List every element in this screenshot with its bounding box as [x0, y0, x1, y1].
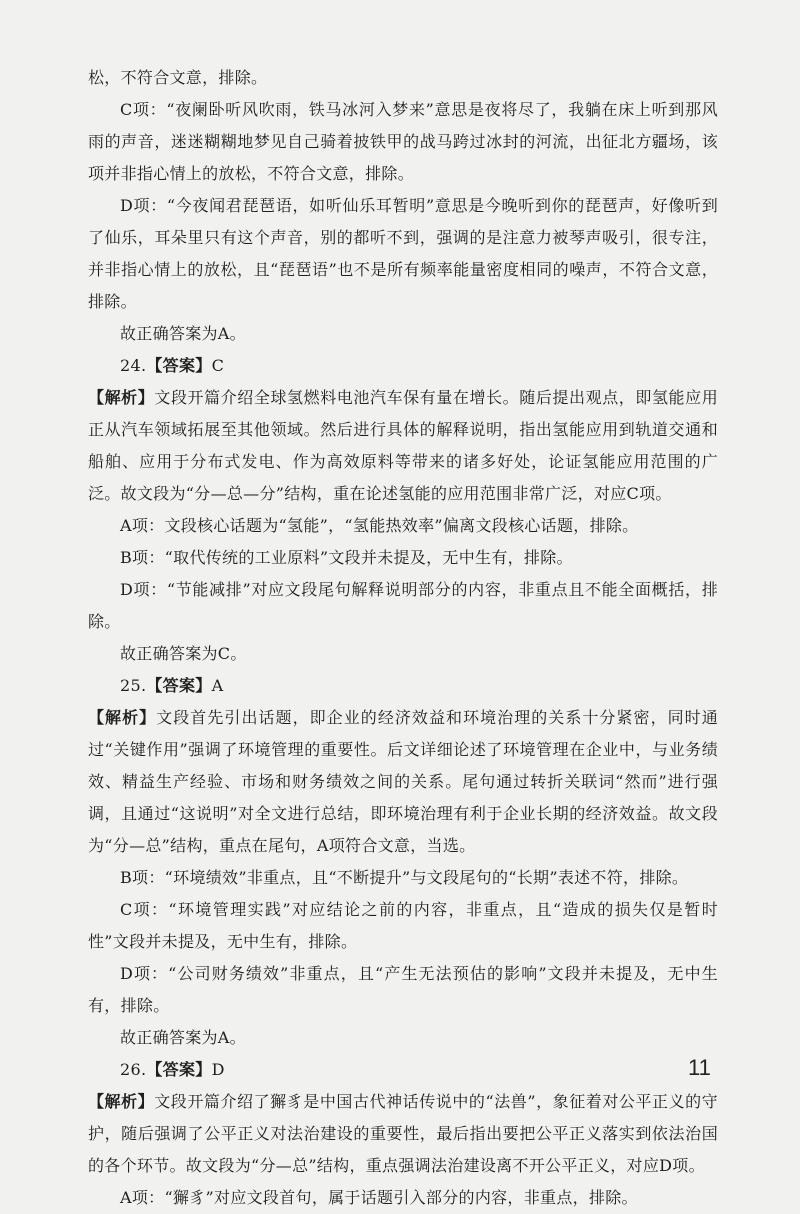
paragraph: A项：文段核心话题为“氢能”，“氢能热效率”偏离文段核心话题，排除。 — [120, 516, 639, 535]
paragraph: D项：“今夜闻君琵琶语，如听仙乐耳暂明”意思是今晚听到你的琵琶声，好像听到了仙乐，耳朵里只有这个声音，别的都听不到，强调的是注意力被琴声吸引，很专注，并非指心情上的放松，且“琵琶语”也不是所有频率能量密度相同的噪声，不符合文意，排除。 — [88, 196, 718, 311]
analysis-paragraph — [88, 1086, 718, 1182]
paragraph: C项：“夜阑卧听风吹雨，铁马冰河入梦来”意思是夜将尽了，我躺在床上听到那风雨的声音，迷迷糊糊地梦见自己骑着披铁甲的战马跨过冰封的河流，出征北方疆场，该项并非指心情上的放松，不符合文意，排除。 — [88, 100, 718, 183]
paragraph: B项：“环境绩效”非重点，且“不断提升”与文段尾句的“长期”表述不符，排除。 — [120, 868, 689, 887]
answer-tag: 【答案】 — [146, 676, 212, 695]
analysis-text: 文段开篇介绍全球氢燃料电池汽车保有量在增长。随后提出观点，即氢能应用正从汽车领域拓展至其他领域。然后进行具体的解释说明，指出氢能应用到轨道交通和船舶、应用于分布式发电、作为高效原料等带来的诸多好处，论证氢能应用范围的广泛。故文段为“分—总—分”结构，重在论述氢能的应用范围非常广泛，对应C项。 — [88, 388, 719, 503]
answer-value: D — [211, 1060, 225, 1079]
answer-value: C — [211, 356, 225, 375]
question-number: 24. — [120, 356, 147, 375]
answer-line — [88, 670, 718, 702]
page-number: 11 — [688, 1055, 711, 1080]
conclusion-line: 故正确答案为C。 — [120, 644, 247, 663]
answer-tag: 【答案】 — [146, 356, 212, 375]
analysis-text: 文段开篇介绍了獬豸是中国古代神话传说中的“法兽”，象征着对公平正义的守护，随后强调了公平正义对法治建设的重要性，最后指出要把公平正义落实到依法治国的各个环节。故文段为“分—总”结构，重点强调法治建设离不开公平正义，对应D项。 — [88, 1092, 718, 1175]
question-number: 26. — [120, 1060, 147, 1079]
answer-line — [88, 350, 718, 382]
question-number: 25. — [120, 676, 147, 695]
paragraph: B项：“取代传统的工业原料”文段并未提及，无中生有，排除。 — [120, 548, 573, 567]
conclusion-line: 故正确答案为A。 — [120, 324, 246, 343]
paragraph: D项：“公司财务绩效”非重点，且“产生无法预估的影响”文段并未提及，无中生有，排除。 — [88, 964, 718, 1015]
answer-value: A — [211, 676, 224, 695]
paragraph: 松，不符合文意，排除。 — [88, 68, 268, 87]
analysis-paragraph — [88, 382, 718, 510]
analysis-tag: 【解析】 — [88, 1092, 155, 1111]
paragraph: C项：“环境管理实践”对应结论之前的内容，非重点，且“造成的损失仅是暂时性”文段并未提及，无中生有，排除。 — [88, 900, 718, 951]
analysis-paragraph — [88, 702, 718, 862]
paragraph: D项：“节能减排”对应文段尾句解释说明部分的内容，非重点且不能全面概括，排除。 — [88, 580, 718, 631]
analysis-tag: 【解析】 — [88, 708, 157, 727]
answer-line — [88, 1054, 718, 1086]
page-body — [88, 62, 718, 1214]
conclusion-line: 故正确答案为A。 — [120, 1028, 246, 1047]
analysis-text: 文段首先引出话题，即企业的经济效益和环境治理的关系十分紧密，同时通过“关键作用”强调了环境管理的重要性。后文详细论述了环境管理在企业中，与业务绩效、精益生产经验、市场和财务绩效之间的关系。尾句通过转折关联词“然而”进行强调，且通过“这说明”对全文进行总结，即环境治理有利于企业长期的经济效益。故文段为“分—总”结构，重点在尾句，A项符合文意，当选。 — [88, 708, 719, 855]
paragraph: A项：“獬豸”对应文段首句，属于话题引入部分的内容，非重点，排除。 — [120, 1188, 638, 1207]
answer-tag: 【答案】 — [146, 1060, 212, 1079]
analysis-tag: 【解析】 — [88, 388, 155, 407]
